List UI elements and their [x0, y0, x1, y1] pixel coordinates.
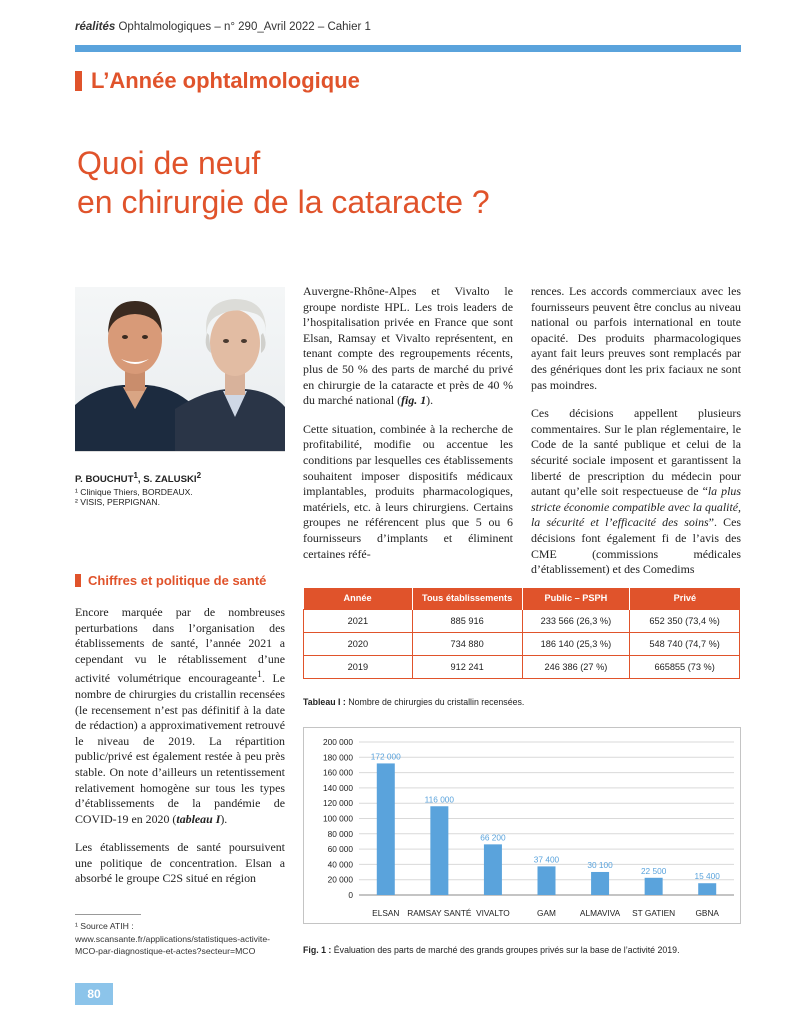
paragraph — [303, 284, 513, 409]
table-ref[interactable]: tableau I — [176, 811, 221, 826]
text-run: . Le nombre de chirurgies du cristallin recensées (le recensement n’est pas définitif à la date de rédaction) a approximativement retrouvé le niveau de 2019. La répartition public/privé est également restée à peu près stable. On note d’ailleurs un retentissement relativement homogène sur tous les types d’établissements de la pandémie de COVID-19 en 2020 ( — [75, 671, 285, 826]
table-cell: 665855 (73 %) — [630, 655, 740, 678]
y-tick-label: 160 000 — [323, 767, 353, 778]
y-tick-label: 200 000 — [323, 737, 353, 747]
author-sup-1: 1 — [133, 471, 138, 480]
figure-1-chart — [303, 727, 741, 924]
title-line-1: Quoi de neuf — [77, 145, 261, 181]
y-tick-label: 60 000 — [327, 844, 353, 855]
table-cell: 548 740 (74,7 %) — [630, 632, 740, 655]
data-label: 22 500 — [640, 865, 667, 876]
quote: la plus stricte économie compatible avec la qualité, la sécurité et l’efficacité des soins — [531, 484, 742, 530]
author-photo — [75, 287, 285, 452]
table-cell: 246 386 (27 %) — [522, 655, 630, 678]
table-cell: 2019 — [304, 655, 413, 678]
author-sup-2: 2 — [196, 471, 202, 480]
paragraph — [531, 406, 741, 578]
body-column-3 — [531, 284, 741, 578]
body-column-1 — [75, 605, 285, 887]
section-heading — [75, 68, 360, 94]
footnote: ¹ Source ATIH : www.scansante.fr/applications/statistiques-activite-MCO-par-diagnostique-et-actes?secteur=MCO — [75, 921, 271, 956]
y-tick-label: 120 000 — [323, 798, 353, 809]
data-label: 30 100 — [587, 859, 613, 870]
footnote-ref[interactable]: 1 — [257, 669, 262, 681]
table-cell: 2020 — [304, 632, 413, 655]
figure-caption-text: Évaluation des parts de marché des grands groupes privés sur la base de l’activité 2019. — [331, 945, 680, 955]
table-row — [304, 609, 740, 632]
journal-name: réalités — [75, 21, 116, 33]
bar — [591, 872, 609, 895]
table-cell: 186 140 (25,3 %) — [522, 632, 630, 655]
y-tick-label: 20 000 — [327, 874, 353, 885]
table-caption-label: Tableau I : — [303, 697, 346, 707]
author-name-2: S. ZALUSKI — [143, 474, 197, 486]
paragraph: rences. Les accords commerciaux avec les fournisseurs peuvent être conclus au niveau national ou parfois international en toute opacité. Des produits pharmacologiques ayant fait leurs preuves sont remplacés par des génériques dont les prix faciaux ne sont pas moindres. — [531, 284, 741, 392]
table-cell: 233 566 (26,3 %) — [522, 609, 630, 632]
title-line-2: en chirurgie de la cataracte ? — [77, 184, 490, 220]
author-name-1: P. BOUCHUT — [75, 474, 134, 486]
table-cell: 734 880 — [412, 632, 522, 655]
table-cell: 652 350 (73,4 %) — [630, 609, 740, 632]
section-marker — [75, 71, 82, 91]
subsection-heading — [75, 573, 266, 588]
bar — [538, 866, 556, 895]
text-run: ). — [426, 393, 434, 408]
table-row — [304, 632, 740, 655]
data-label: 37 400 — [533, 854, 560, 865]
y-tick-label: 40 000 — [327, 859, 353, 870]
text-run: ”. Ces décisions font également fi de l’avis des CME (commissions médicales d’établissement) et des Comedims — [531, 515, 741, 577]
bar — [377, 763, 395, 895]
table-caption — [303, 697, 524, 707]
table-caption-text: Nombre de chirurgies du cristallin recensées. — [345, 697, 525, 707]
y-tick-label: 140 000 — [323, 782, 353, 793]
y-tick-label: 100 000 — [323, 813, 353, 824]
x-tick-label: VIVALTO — [476, 908, 510, 918]
table-cell: 2021 — [304, 609, 413, 632]
table-header-row — [304, 588, 740, 609]
body-column-2 — [303, 284, 513, 562]
data-label: 15 400 — [694, 871, 720, 882]
paragraph: Cette situation, combinée à la recherche de profitabilité, modifie ou accentue les conditions par lesquelles ces établissements souhaitent imposer dispositifs médicaux implantables, produits pharmacologiques, matériels, etc. à leurs chirurgiens. Certains groupes ne référencent plus que 5 ou 6 fournisseurs d’implants et éliminent certaines réfé- — [303, 421, 513, 561]
figure-caption-label: Fig. 1 : — [303, 945, 332, 955]
article-title — [77, 144, 490, 222]
table-surgeries — [303, 588, 740, 679]
column-header: Année — [304, 588, 413, 609]
author-portraits-image — [75, 287, 285, 452]
table-row — [304, 655, 740, 678]
column-header: Tous établissements — [412, 588, 522, 609]
table-cell: 912 241 — [412, 655, 522, 678]
subsection-title: Chiffres et politique de santé — [88, 573, 267, 588]
x-tick-label: ALMAVIVA — [579, 908, 621, 918]
data-label: 66 200 — [480, 832, 506, 843]
column-header: Privé — [630, 588, 740, 609]
y-tick-label: 0 — [348, 890, 353, 900]
text-run: ). — [220, 811, 228, 826]
section-title: L’Année ophtalmologique — [91, 68, 360, 93]
text-run: Auvergne-Rhône-Alpes et Vivalto le groupe nordiste HPL. Les trois leaders de l’hospitalisation privée en France que sont Elsan, Ramsay et Vivalto représentent, en tenant compte des regroupements récents, plus de 50 % des parts de marché du privé en chirurgie de la cataracte et près de 40 % du marché national ( — [303, 284, 513, 408]
y-tick-label: 180 000 — [323, 752, 353, 763]
text-run: Encore marquée par de nombreuses perturbations dans l’organisation des établissements de santé, l’année 2021 a cependant vu le rétablissement d’une activité volumétrique encourageante — [75, 605, 285, 686]
x-tick-label: ST GATIEN — [632, 908, 676, 918]
x-tick-label: ELSAN — [372, 908, 400, 918]
bar — [430, 806, 448, 895]
y-tick-label: 80 000 — [327, 828, 353, 839]
bar-chart — [304, 728, 742, 925]
bar — [484, 844, 502, 895]
issue-info: Ophtalmologiques – n° 290_Avril 2022 – Cahier 1 — [115, 21, 371, 33]
author-block — [75, 471, 285, 508]
bar — [645, 878, 663, 895]
affiliation-2: ² VISIS, PERPIGNAN. — [75, 497, 161, 508]
x-tick-label: GBNA — [695, 908, 719, 918]
paragraph — [75, 605, 285, 827]
data-label: 172 000 — [370, 751, 401, 762]
x-tick-label: GAM — [537, 908, 556, 918]
data-label: 116 000 — [424, 794, 455, 805]
subsection-marker — [75, 574, 81, 587]
affiliation-1: ¹ Clinique Thiers, BORDEAUX. — [75, 486, 193, 497]
table-cell: 885 916 — [412, 609, 522, 632]
x-tick-label: RAMSAY SANTÉ — [407, 908, 472, 918]
author-names: P. BOUCHUT$^1$, S. ZALUSKI$^2$ — [75, 471, 202, 486]
footnote-rule — [75, 914, 141, 915]
header-rule — [75, 45, 741, 52]
column-header: Public – PSPH — [522, 588, 630, 609]
page-number: 80 — [75, 983, 113, 1005]
running-head — [75, 21, 371, 33]
paragraph: Les établissements de santé poursuivent une politique de concentration. Elsan a absorbé le groupe C2S situé en région — [75, 840, 285, 886]
figure-ref[interactable]: fig. 1 — [401, 393, 427, 408]
text-run: Ces décisions appellent plusieurs commentaires. Sur le plan réglementaire, le Code de la santé publique et celui de la sécurité sociale imposent et garantissent la liberté de prescription du médecin pour autant qu’elle soit respectueuse de “ — [531, 406, 741, 499]
figure-caption — [303, 945, 680, 955]
bar — [698, 883, 716, 895]
